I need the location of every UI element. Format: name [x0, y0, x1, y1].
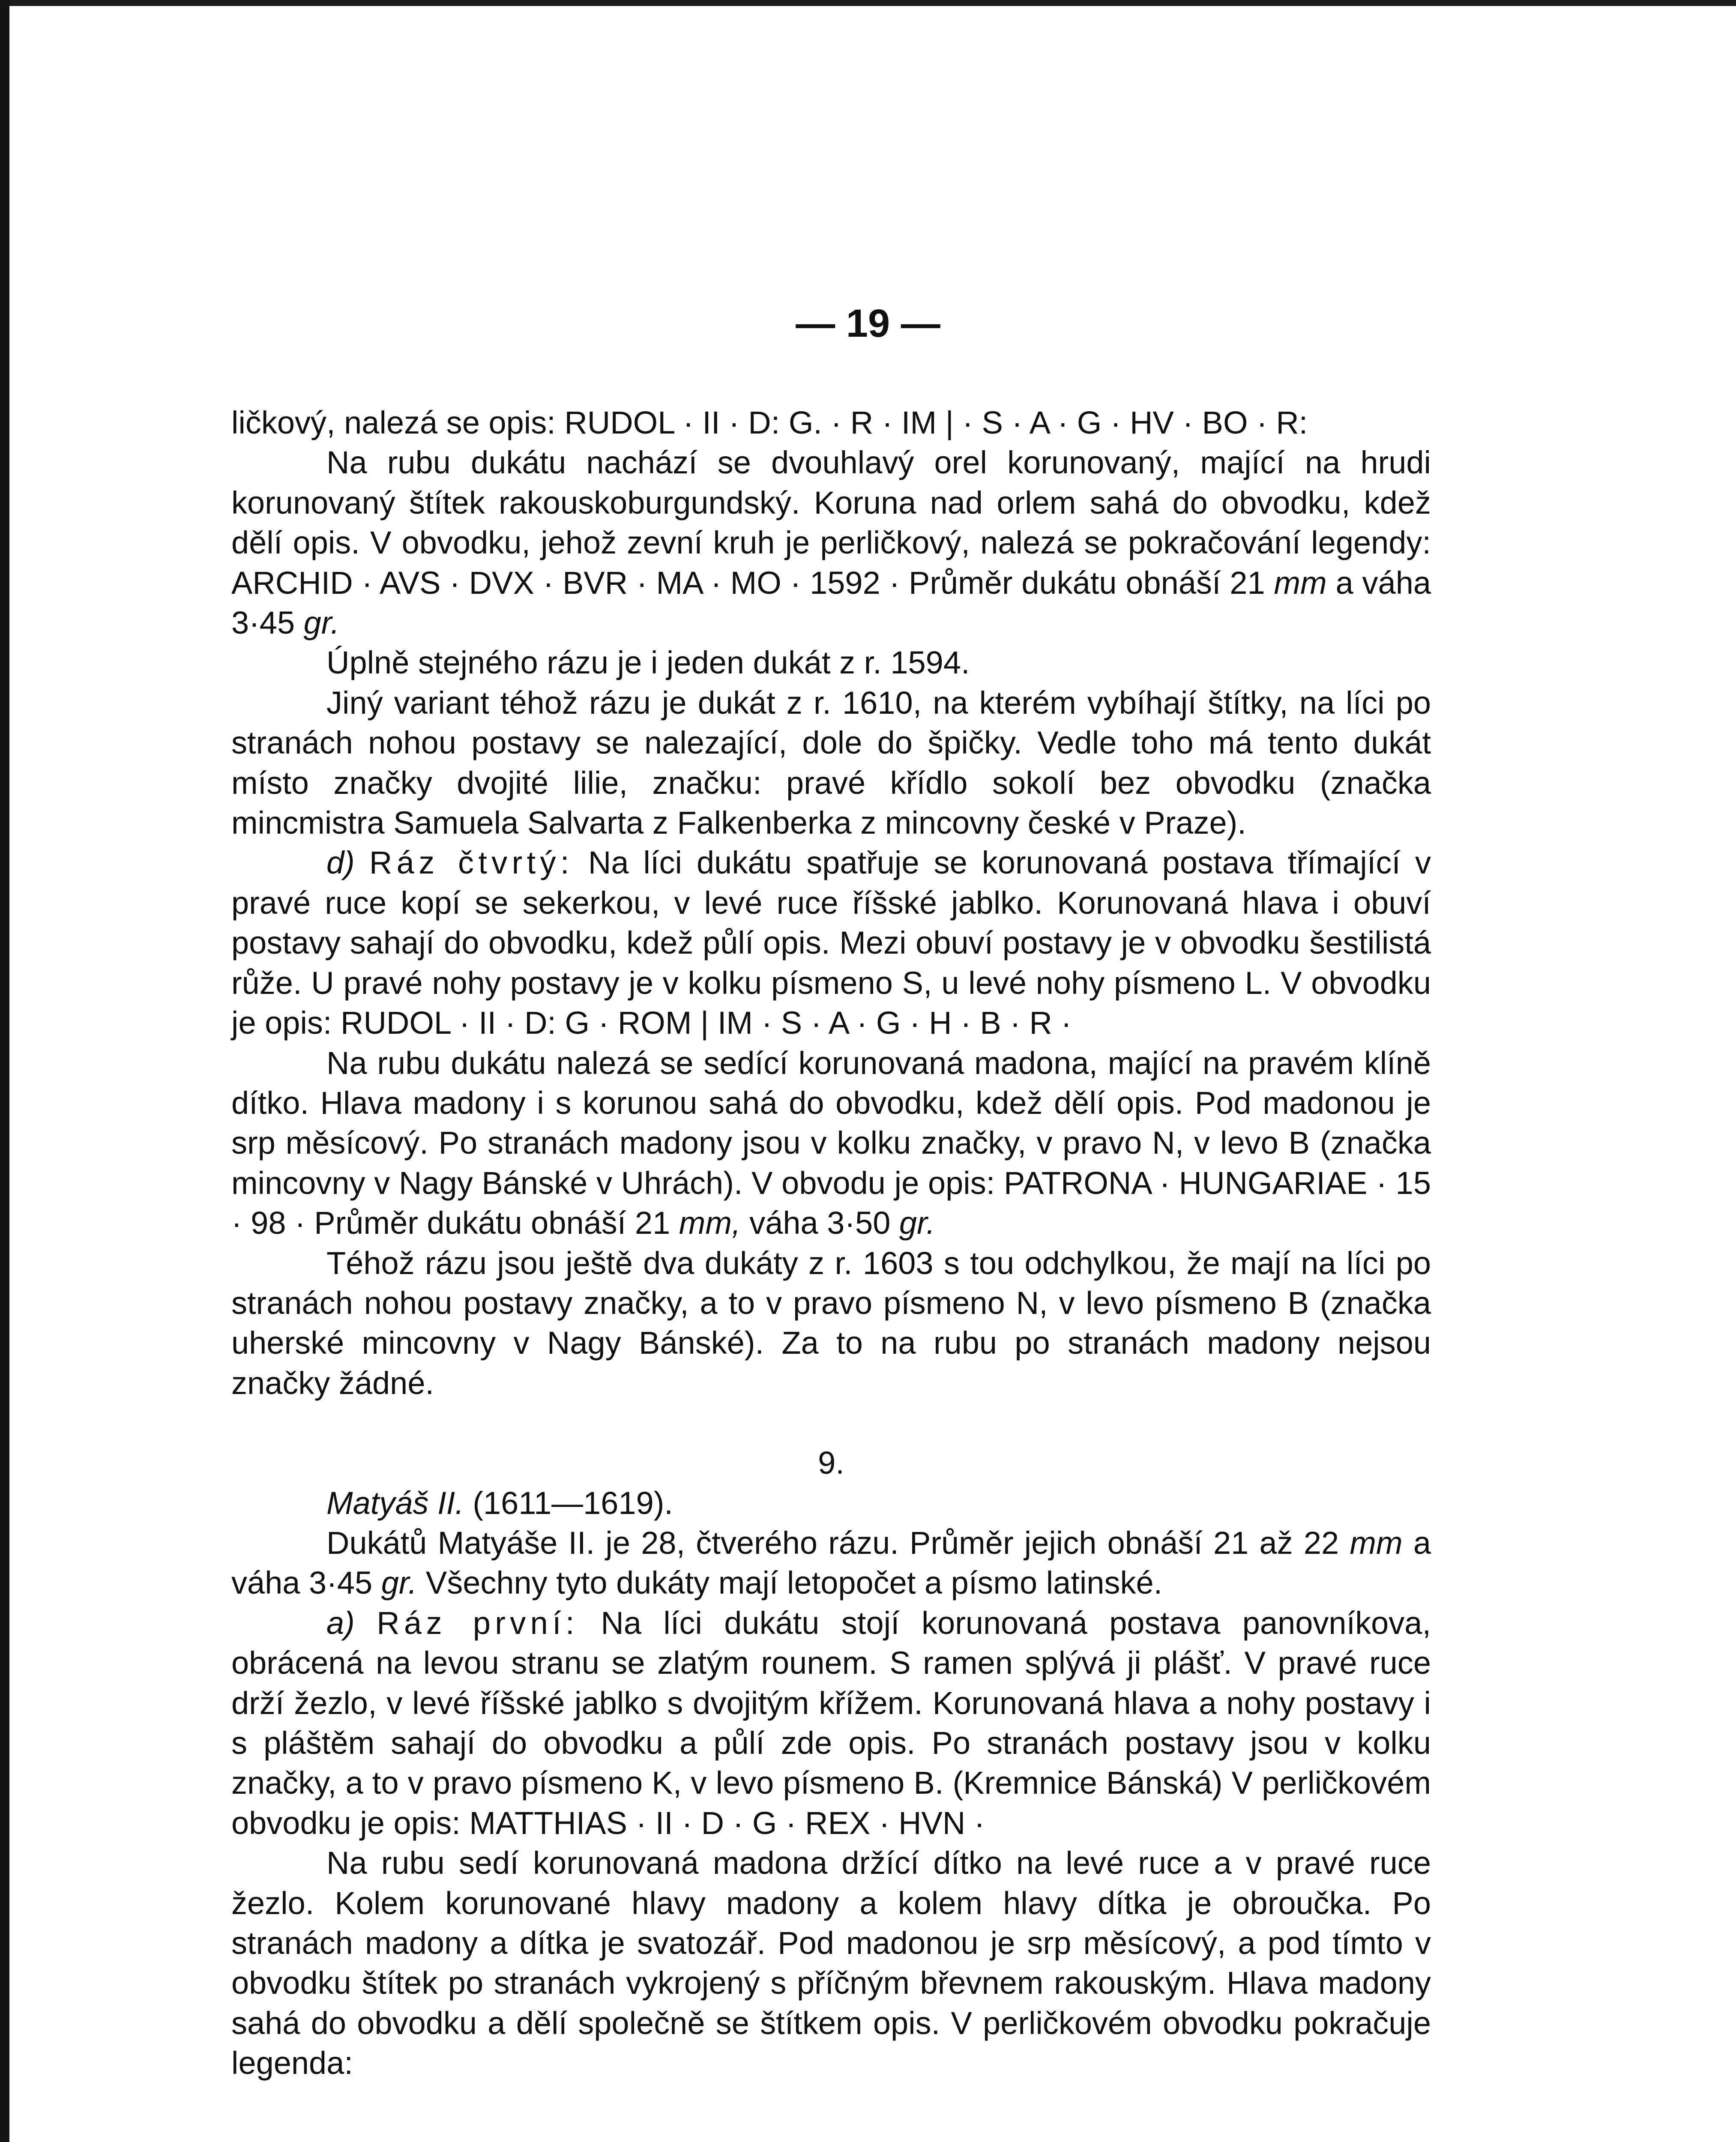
ruler-years: (1611—1619). — [473, 1485, 673, 1521]
paragraph-text: a váha 3·45 — [231, 1525, 1431, 1601]
paragraph-rub-matyas: Na rubu sedí korunovaná madona držící dítko na levé ruce a v pravé ruce žezlo. Kolem korunované hlavy madony a kolem hlavy dítka je obroučka. Po stranách madony a dítka je svatozář. Pod madonou je srp měsícový, a pod tímto v obvodku štítek po stranách vykrojený s příčným břevnem rakouským. Hlava madony sahá do obvodku a dělí společně se štítkem opis. V perličkovém obvodku pokračuje legenda: — [231, 1845, 1431, 2081]
body-text — [231, 403, 1431, 2083]
unit-mm: mm — [1274, 565, 1327, 601]
item-heading: Ráz čtvrtý: — [369, 845, 574, 881]
paragraph-raz-prvni — [231, 1603, 1431, 1843]
item-label: a) — [326, 1605, 355, 1641]
paragraph-variant-1610: Jiný variant téhož rázu je dukát z r. 1610, na kterém vybíhají štítky, na líci po stranách nohou postavy se nalezající, dole do špičky. Vedle toho má tento dukát místo značky dvojité lilie, značku: pravé křídlo sokolí bez obvodku (značka mincmistra Samuela Salvarta z Falkenberka z mincovny české v Praze). — [231, 685, 1431, 841]
paragraph-text: Dukátů Matyáše II. je 28, čtverého rázu. Průměr jejich obnáší 21 až 22 — [326, 1525, 1339, 1561]
paragraph-text: Na líci dukátu spatřuje se korunovaná postava třímající v pravé ruce kopí se sekerkou, v levé ruce říšské jablko. Korunovaná hlava i obuví postavy sahají do obvodku, kdež půlí opis. Mezi obuví postavy je v obvodku šestilistá růže. U pravé nohy postavy je v kolku písmeno S, u levé nohy písmeno L. V obvodku je opis: RUDOL · II · D: G · ROM | IM · S · A · G · H · B · R · — [231, 845, 1431, 1041]
unit-mm: mm, — [679, 1205, 741, 1241]
paragraph-rub-madona — [231, 1043, 1431, 1243]
unit-gr: gr. — [381, 1565, 417, 1601]
item-heading: Ráz první: — [377, 1605, 579, 1641]
paragraph-text: váha 3·50 — [749, 1205, 891, 1241]
scan-edge-top — [0, 0, 1736, 6]
paragraph-opis-continuation: ličkový, nalezá se opis: RUDOL · II · D: G. · R · IM | · S · A · G · HV · BO · R: — [231, 405, 1308, 440]
ruler-heading — [231, 1483, 1431, 1523]
paragraph-rub — [231, 443, 1431, 643]
page-number: — 19 — — [796, 302, 940, 345]
section-number: 9. — [818, 1445, 844, 1481]
paragraph-dukaty-matyase — [231, 1523, 1431, 1603]
unit-mm: mm — [1350, 1525, 1403, 1561]
paragraph-1594: Úplně stejného rázu je i jeden dukát z r. 1594. — [326, 645, 970, 681]
paragraph-text: Všechny tyto dukáty mají letopočet a písmo latinské. — [425, 1565, 1163, 1601]
unit-gr: gr. — [899, 1205, 935, 1241]
item-label: d) — [326, 845, 355, 881]
paragraph-raz-ctvrty — [231, 843, 1431, 1043]
unit-gr: gr. — [303, 605, 340, 641]
ruler-name: Matyáš II. — [326, 1485, 464, 1521]
paragraph-text: Na rubu dukátu nachází se dvouhlavý orel korunovaný, mající na hrudi korunovaný štítek rakouskoburgundský. Koruna nad orlem sahá do obvodku, kdež dělí opis. V obvodku, jehož zevní kruh je perličkový, nalezá se pokračování legendy: ARCHID · AVS · DVX · BVR · MA · MO · 1592 · Průměr dukátu obnáší 21 — [231, 445, 1431, 601]
paragraph-1603: Téhož rázu jsou ještě dva dukáty z r. 1603 s tou odchylkou, že mají na líci po stranách nohou postavy značky, a to v pravo písmeno N, v levo písmeno B (značka uherské mincovny v Nagy Bánské). Za to na rubu po stranách madony nejsou značky žádné. — [231, 1245, 1431, 1401]
paragraph-text: a váha 3·45 — [231, 565, 1431, 641]
paragraph-text: Na líci dukátu stojí korunovaná postava panovníkova, obrácená na levou stranu se zlatým rounem. S ramen splývá ji plášť. V pravé ruce drží žezlo, v levé říšské jablko s dvojitým křížem. Korunovaná hlava a nohy postavy i s pláštěm sahají do obvodku a půlí zde opis. Po stranách postavy jsou v kolku značky, a to v pravo písmeno K, v levo písmeno B. (Kremnice Bánská) V perličkovém obvodku je opis: MATTHIAS · II · D · G · REX · HVN · — [231, 1605, 1431, 1841]
paragraph-text: Na rubu dukátu nalezá se sedící korunovaná madona, mající na pravém klíně dítko. Hlava madony i s korunou sahá do obvodku, kdež dělí opis. Pod madonou je srp měsícový. Po stranách madony jsou v kolku značky, v pravo N, v levo B (značka mincovny v Nagy Bánské v Uhrách). V obvodu je opis: PATRONA · HUNGARIAE · 15 · 98 · Průměr dukátu obnáší 21 — [231, 1045, 1431, 1241]
